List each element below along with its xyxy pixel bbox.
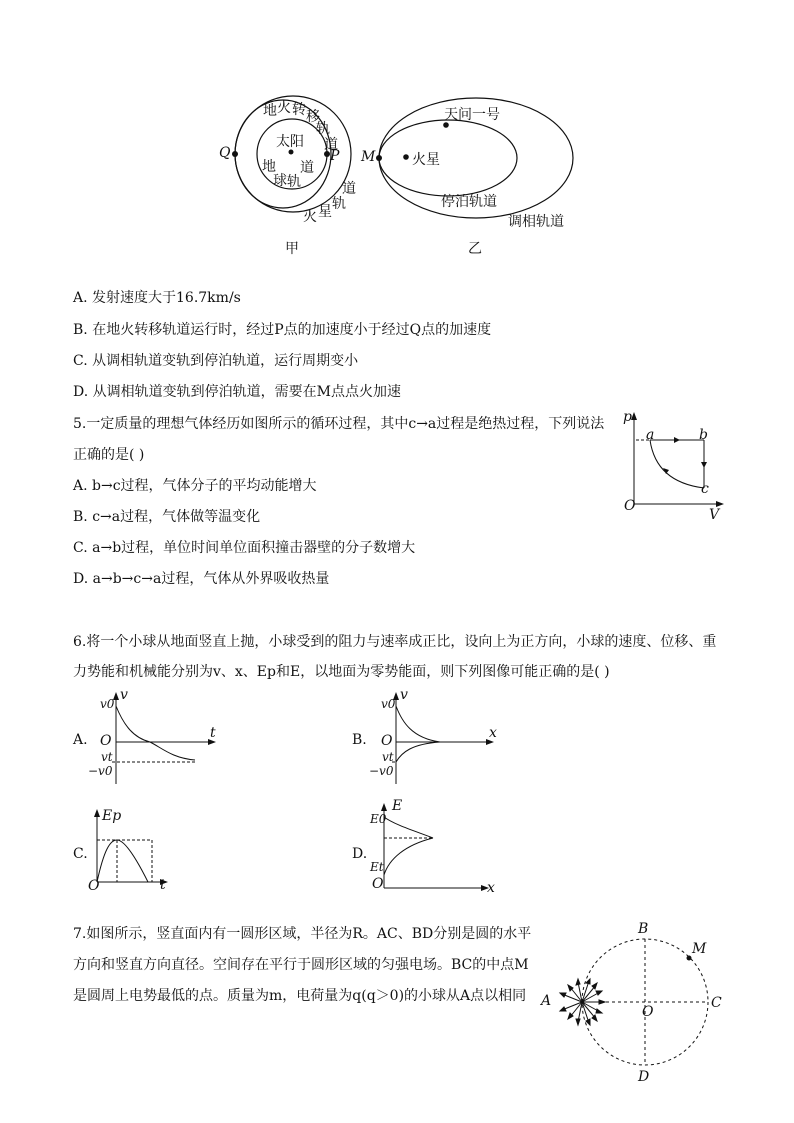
- figure-caption-yi: 乙: [468, 241, 482, 257]
- label-m: M: [361, 149, 376, 165]
- q6-c-t: t: [160, 877, 166, 893]
- q5-option-b: B. c→a过程，气体做等温变化: [73, 509, 261, 525]
- point-q-dot: [232, 151, 238, 157]
- q5-option-c: C. a→b过程，单位时间单位面积撞击器壁的分子数增大: [73, 540, 416, 556]
- q5-label-a: a: [646, 427, 655, 443]
- q5-option-d: D. a→b→c→a过程，气体从外界吸收热量: [73, 571, 330, 587]
- earth-orbit-char: 轨: [287, 174, 301, 190]
- q5-label-b: b: [699, 427, 708, 443]
- earth-orbit-char: 球: [273, 173, 287, 189]
- q6-c-ep: Ep: [102, 808, 122, 824]
- q6-stem-line2: 力势能和机械能分别为v、x、Ep和E，以地面为零势能面，则下列图像可能正确的是( ): [73, 664, 610, 680]
- transfer-orbit-char: 转: [292, 102, 306, 118]
- q6-b-x: x: [489, 725, 497, 741]
- label-sun: 太阳: [276, 134, 304, 150]
- q6-b-v: v: [400, 687, 408, 703]
- q6-d-e0: E0: [370, 812, 387, 826]
- q7-stem-line2: 方向和竖直方向直径。空间存在平行于圆形区域的匀强电场。BC的中点M: [73, 957, 529, 973]
- q7-label-b: B: [638, 921, 649, 937]
- q7-label-d: D: [638, 1069, 650, 1085]
- mars-orbit-char: 火: [303, 209, 317, 225]
- q5-option-a: A. b→c过程，气体分子的平均动能增大: [73, 478, 317, 494]
- q6-a-v0: v0: [100, 697, 115, 711]
- q5-stem-line2: 正确的是( ): [73, 447, 145, 463]
- q4-option-d: D. 从调相轨道变轨到停泊轨道，需要在M点点火加速: [73, 384, 401, 400]
- q7-label-m: M: [692, 941, 707, 957]
- q7-label-o: O: [642, 1004, 654, 1020]
- q7-label-a: A: [541, 993, 552, 1009]
- q6-graph-d-label: D.: [352, 846, 368, 862]
- mars-orbit-char: 道: [342, 181, 356, 197]
- figure-caption-jia: 甲: [285, 241, 299, 257]
- q6-a-v: v: [120, 687, 128, 703]
- label-p: P: [330, 148, 340, 164]
- q6-d-et: Et: [370, 860, 384, 874]
- q5-label-o: O: [624, 498, 636, 514]
- earth-orbit-char: 道: [300, 160, 314, 176]
- q6-graph-c-label: C.: [73, 846, 88, 862]
- q5-stem-line1: 5.一定质量的理想气体经历如图所示的循环过程，其中c→a过程是绝热过程，下列说法: [73, 416, 605, 432]
- q6-graph-a-label: A.: [73, 732, 88, 748]
- mars-dot: [403, 154, 409, 160]
- q6-a-o: O: [100, 733, 112, 749]
- label-q: Q: [219, 145, 231, 161]
- mars-orbit-char: 轨: [332, 196, 346, 212]
- q5-pv-diagram: [620, 410, 730, 520]
- q7-stem-line3: 是圆周上电势最低的点。质量为m，电荷量为q(q＞0)的小球从A点以相同: [73, 988, 527, 1004]
- q6-b-vt: vt: [382, 750, 394, 764]
- transfer-orbit-char: 火: [277, 100, 291, 116]
- q6-graph-b-label: B.: [352, 732, 367, 748]
- q6-a-t: t: [210, 725, 216, 741]
- q6-d-e: E: [392, 798, 403, 814]
- mars-orbit-char: 星: [318, 204, 332, 220]
- q6-d-x: x: [487, 880, 495, 896]
- q5-label-v: V: [709, 507, 720, 523]
- transfer-orbit-char: 地: [263, 103, 277, 119]
- label-mars: 火星: [412, 152, 440, 168]
- parking-orbit: [379, 120, 517, 196]
- q4-option-b: B. 在地火转移轨道运行时，经过P点的加速度小于经过Q点的加速度: [73, 322, 492, 338]
- q4-option-c: C. 从调相轨道变轨到停泊轨道，运行周期变小: [73, 353, 359, 369]
- q6-b-o: O: [381, 733, 393, 749]
- transfer-orbit-char: 道: [324, 137, 338, 153]
- q6-a-vt: vt: [101, 750, 113, 764]
- q6-b-neg-v0: −v0: [369, 764, 394, 778]
- label-parking: 停泊轨道: [441, 194, 497, 210]
- q6-stem-line1: 6.将一个小球从地面竖直上抛，小球受到的阻力与速率成正比，设向上为正方向，小球的速度、位移、重: [73, 634, 717, 650]
- q7-stem-line1: 7.如图所示，竖直面内有一圆形区域，半径为R。AC、BD分别是圆的水平: [73, 926, 532, 942]
- q6-b-v0: v0: [381, 697, 396, 711]
- q6-a-neg-v0: −v0: [88, 764, 113, 778]
- q6-d-o: O: [372, 876, 384, 892]
- transfer-orbit-char: 移: [306, 109, 320, 125]
- point-m-dot: [376, 155, 382, 161]
- q7-label-c: C: [711, 995, 722, 1011]
- transfer-orbit-char: 轨: [316, 121, 330, 137]
- q4-option-a: A. 发射速度大于16.7km/s: [73, 290, 241, 306]
- q5-label-c: c: [701, 481, 709, 497]
- label-tianwen: 天问一号: [444, 107, 500, 123]
- q5-label-p: p: [623, 409, 632, 425]
- q6-graph-b: [380, 686, 505, 786]
- q6-c-o: O: [88, 878, 100, 894]
- q6-graph-a: [100, 686, 225, 786]
- earth-orbit-char: 地: [262, 159, 276, 175]
- label-phasing: 调相轨道: [508, 214, 564, 230]
